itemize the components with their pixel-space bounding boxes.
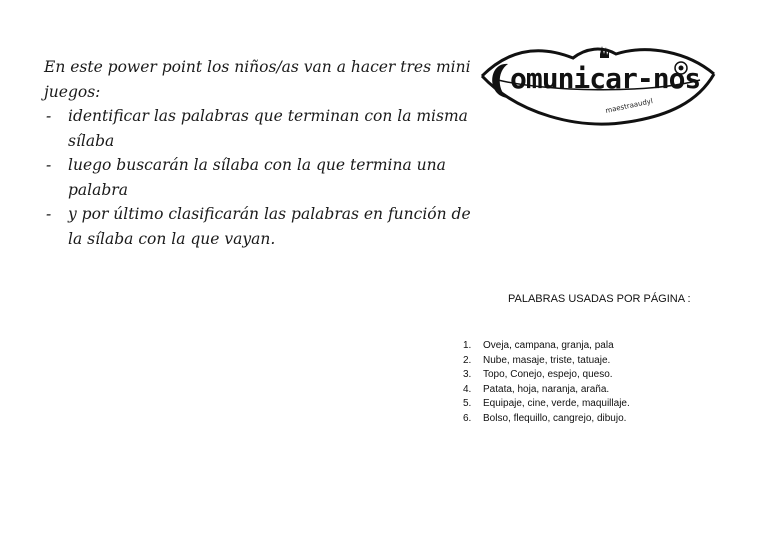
list-item — [463, 383, 630, 398]
list-item — [463, 368, 630, 383]
intro-text — [44, 55, 474, 251]
list-number: 6. — [463, 412, 472, 424]
words-title: PALABRAS USADAS POR PÁGINA : — [508, 293, 691, 305]
list-number: 4. — [463, 383, 472, 395]
words-list — [463, 339, 630, 427]
intro-item: - luego buscarán la sílaba con la que termina una palabra — [44, 153, 474, 202]
intro-line: En este power point los niños/as van a hacer tres mini juegos: — [44, 58, 471, 101]
logo-text: omunicar-nos — [510, 62, 701, 95]
list-text: Equipaje, cine, verde, maquillaje. — [483, 398, 630, 410]
intro-item: - y por último clasificarán las palabras en función de la sílaba con la que vayan. — [44, 202, 474, 251]
list-text: Oveja, campana, granja, pala — [483, 340, 614, 351]
list-text: Bolso, flequillo, cangrejo, dibujo. — [483, 412, 627, 424]
list-number: 3. — [463, 369, 472, 381]
list-text: Nube, masaje, triste, tatuaje. — [483, 354, 611, 366]
list-text: Patata, hoja, naranja, araña. — [483, 383, 610, 395]
intro-item: - identificar las palabras que terminan con la misma sílaba — [44, 104, 474, 153]
list-number: 5. — [463, 398, 472, 410]
list-number: 1. — [463, 340, 472, 351]
list-item — [463, 354, 630, 369]
list-item — [463, 397, 630, 412]
intro-list — [44, 104, 474, 251]
list-number: 2. — [463, 354, 472, 366]
list-text: Topo, Conejo, espejo, queso. — [483, 369, 613, 381]
list-item — [463, 339, 630, 354]
logo — [478, 40, 718, 130]
logo-subtitle: maestraaudyl — [604, 97, 654, 115]
list-item — [463, 412, 630, 427]
